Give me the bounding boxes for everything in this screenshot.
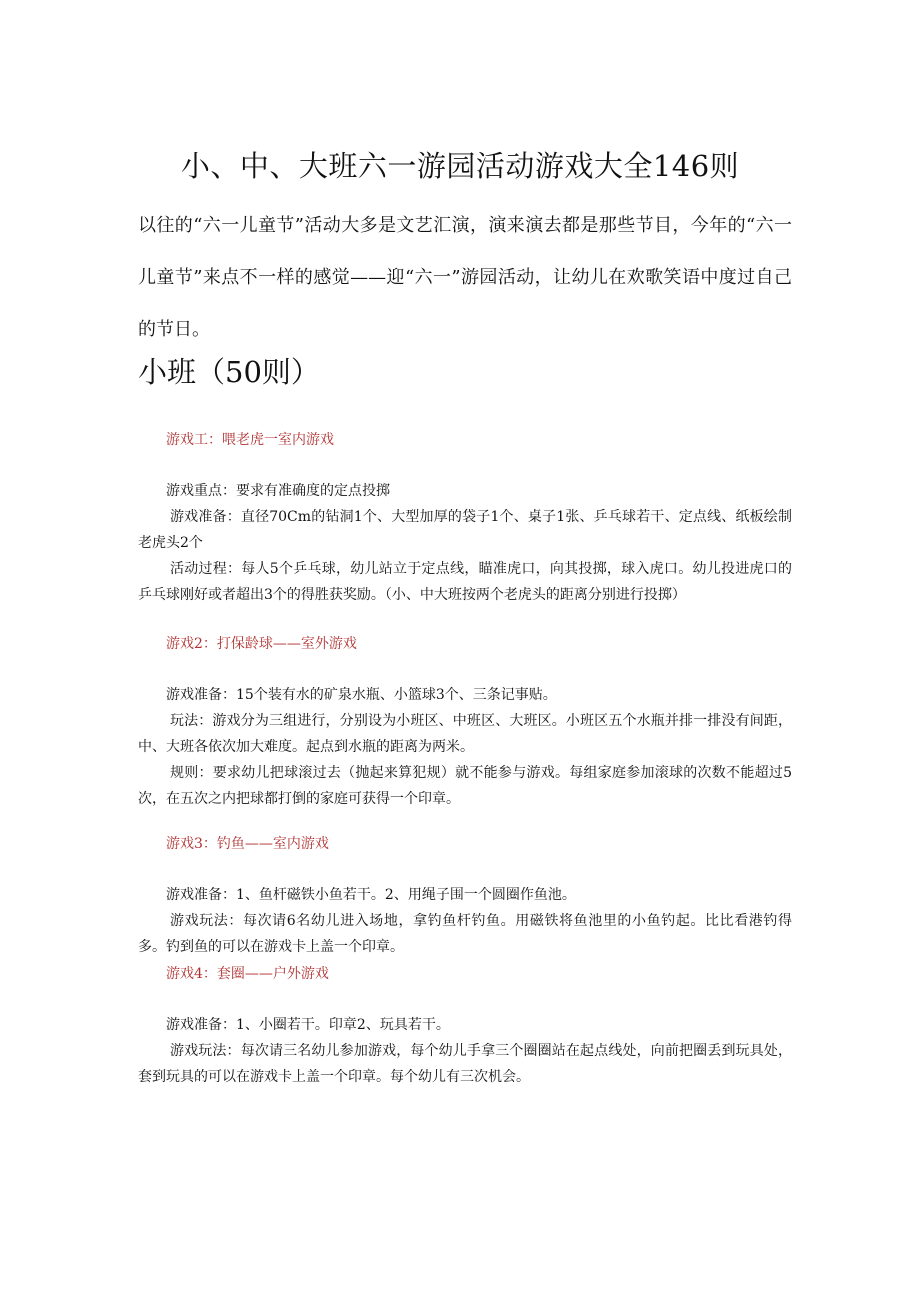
game-3-preparation: 游戏准备：1、鱼杆磁铁小鱼若干。2、用绳子围一个圆圈作鱼池。	[166, 887, 576, 903]
game-4-play: 游戏玩法：每次请三名幼儿参加游戏，每个幼儿手拿三个圈圈站在起点线处，向前把圈丢到玩具处，套到玩具的可以在游戏卡上盖一个印章。每个幼儿有三次机会。	[138, 1043, 792, 1085]
game-2-rules: 规则：要求幼儿把球滚过去（抛起来算犯规）就不能参与游戏。每组家庭参加滚球的次数不能超过5次，在五次之内把球都打倒的家庭可获得一个印章。	[138, 765, 792, 807]
game-1-focus: 游戏重点：要求有准确度的定点投掷	[166, 483, 390, 499]
document-title: 小、中、大班六一游园活动游戏大全146则	[180, 149, 740, 183]
game-4-preparation: 游戏准备：1、小圈若干。印章2、玩具若干。	[166, 1017, 450, 1033]
game-2-preparation: 游戏准备：15个装有水的矿泉水瓶、小篮球3个、三条记事贴。	[166, 687, 557, 703]
game-3-body	[138, 882, 792, 960]
intro-paragraph: 以往的“六一儿童节”活动大多是文艺汇演，演来演去都是那些节目，今年的“六一儿童节”来点不一样的感觉——迎“六一”游园活动，让幼儿在欢歌笑语中度过自己的节日。	[138, 215, 792, 340]
game-2-play: 玩法：游戏分为三组进行，分别设为小班区、中班区、大班区。小班区五个水瓶并排一排没有间距，中、大班各依次加大难度。起点到水瓶的距离为两米。	[138, 713, 792, 755]
game-1-body	[138, 478, 792, 608]
game-title-4: 游戏4：套圈——户外游戏	[166, 966, 329, 982]
game-title-3: 游戏3：钓鱼——室内游戏	[166, 836, 329, 852]
game-2-body	[138, 682, 792, 812]
section-title: 小班（50则）	[138, 355, 320, 389]
game-3-play: 游戏玩法：每次请6名幼儿进入场地，拿钓鱼杆钓鱼。用磁铁将鱼池里的小鱼钓起。比比看港钓得多。钓到鱼的可以在游戏卡上盖一个印章。	[138, 913, 792, 955]
game-title-2: 游戏2：打保龄球——室外游戏	[166, 636, 357, 652]
game-1-preparation: 游戏准备：直径70Cm的钻洞1个、大型加厚的袋子1个、桌子1张、乒乓球若干、定点线、纸板绘制老虎头2个	[138, 509, 792, 551]
game-4-body	[138, 1012, 792, 1090]
game-title-1: 游戏工：喂老虎一室内游戏	[166, 432, 334, 448]
game-1-process: 活动过程：每人5个乒乓球，幼儿站立于定点线，瞄准虎口，向其投掷，球入虎口。幼儿投进虎口的乒乓球刚好或者超出3个的得胜获奖励。（小、中大班按两个老虎头的距离分别进行投掷）	[138, 561, 792, 603]
